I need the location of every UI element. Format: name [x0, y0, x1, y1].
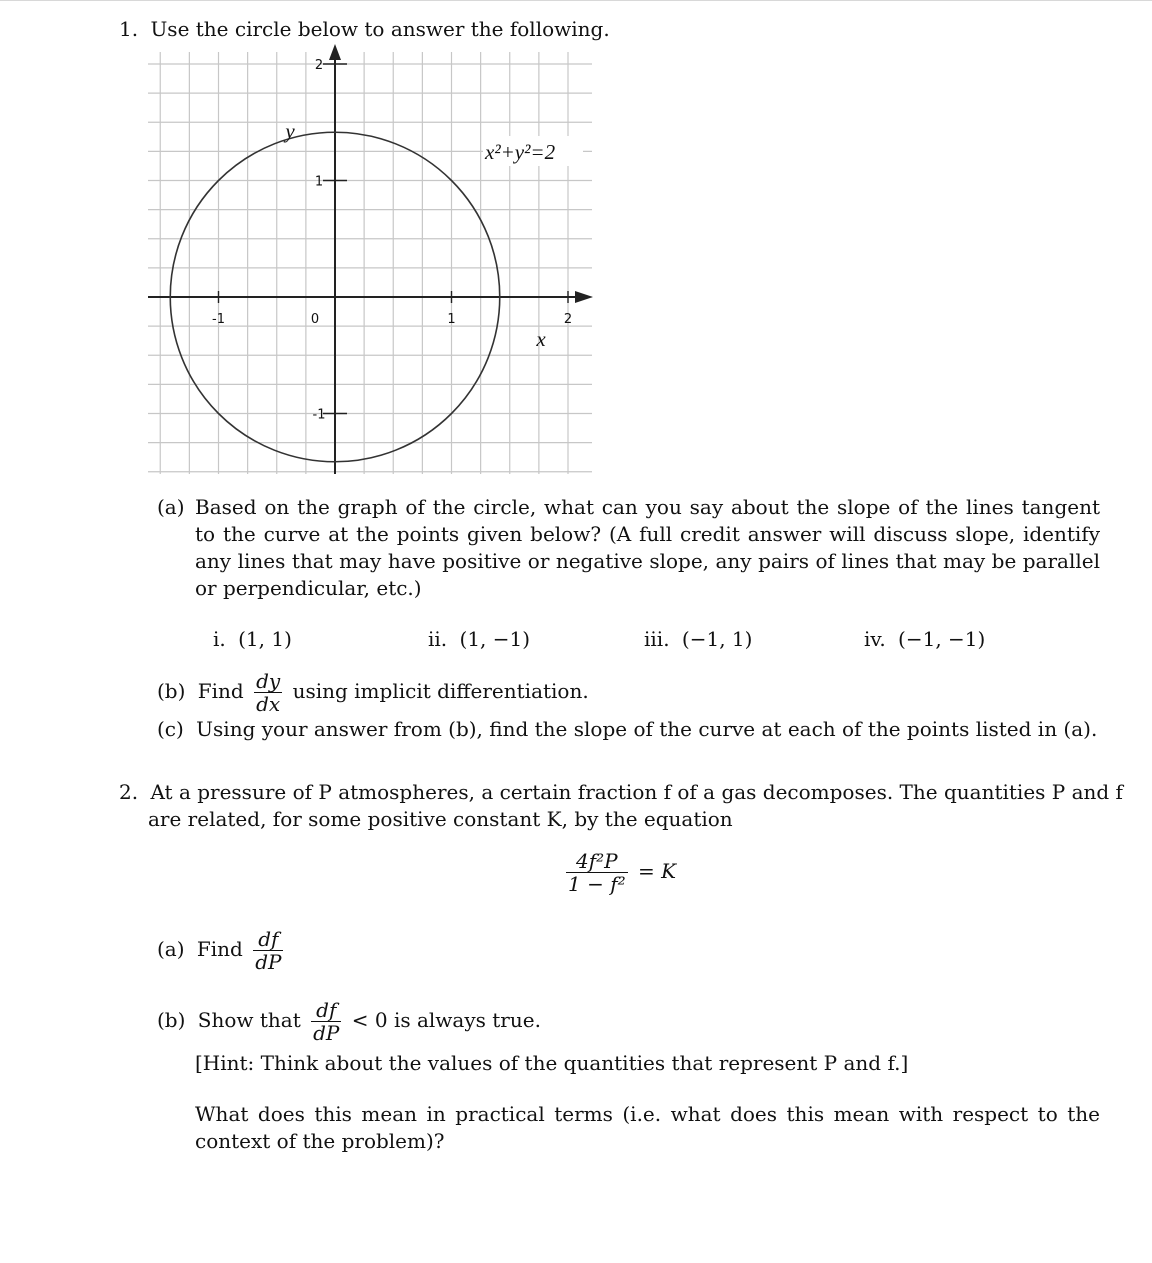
y-axis-arrow [329, 44, 341, 60]
point-3-label: iii. [644, 627, 670, 651]
question-2-line-2: are related, for some positive constant K, by the equation [148, 807, 733, 831]
q2b-label: (b) [157, 1008, 186, 1032]
fraction-denominator: dP [255, 950, 282, 974]
point-item-4 [864, 626, 985, 653]
equation-fraction [566, 850, 628, 895]
point-item-1 [213, 626, 292, 653]
fraction-numerator: df [316, 998, 337, 1022]
q1c-label: (c) [157, 717, 184, 741]
q2b-hint: [Hint: Think about the values of the quantities that represent P and f.] [195, 1051, 909, 1075]
question-2-number: 2. [119, 780, 139, 804]
q2a-label: (a) [157, 937, 185, 961]
dy-dx-fraction [254, 670, 282, 715]
circle-graph [0, 0, 600, 490]
question-1-text: Use the circle below to answer the following. [150, 17, 610, 41]
q2a-pre: Find [196, 937, 243, 961]
q2b-pre: Show that [197, 1008, 301, 1032]
q2b-post: < 0 is always true. [351, 1008, 541, 1032]
y-tick-label: 2 [314, 58, 324, 73]
point-item-2 [428, 626, 530, 653]
df-dp-fraction [311, 999, 341, 1044]
x-axis-arrow [575, 291, 593, 303]
point-1-label: i. [213, 627, 226, 651]
question-1-number: 1. [119, 17, 139, 41]
fraction-denominator: dx [254, 692, 282, 715]
df-dp-fraction [253, 928, 283, 973]
q1c-text: Using your answer from (b), find the slope of the curve at each of the points listed in (a). [196, 717, 1098, 741]
question-2-line-1: At a pressure of P atmospheres, a certain fraction f of a gas decomposes. The quantities P and f [150, 780, 1123, 804]
q1c [157, 716, 1097, 743]
q1b-post: using implicit differentiation. [292, 679, 589, 703]
point-3-value: (−1, 1) [681, 627, 753, 651]
equation-numerator: 4f²P [576, 849, 618, 873]
x-tick-label: 2 [563, 312, 573, 327]
q1a-label: (a) [157, 495, 185, 519]
point-4-value: (−1, −1) [898, 627, 986, 651]
x-tick-label: 0 [310, 312, 320, 327]
x-axis-label: x [536, 327, 546, 351]
point-2-label: ii. [428, 627, 448, 651]
equation-label: x²+y²=2 [485, 140, 556, 164]
point-2-value: (1, −1) [459, 627, 531, 651]
q1b [157, 670, 589, 715]
q2b-followup: What does this mean in practical terms (i.e. what does this mean with respect to the context of the problem)? [195, 1102, 1100, 1153]
equation-rhs: = K [637, 859, 677, 883]
y-tick-label: 1 [314, 174, 324, 190]
y-tick-label: -1 [312, 407, 326, 423]
q1b-label: (b) [157, 679, 186, 703]
x-tick-label: 1 [447, 312, 456, 327]
question-2 [119, 779, 1123, 806]
q2b [157, 999, 541, 1044]
y-axis-label: y [285, 119, 295, 143]
q1b-pre: Find [197, 679, 244, 703]
point-item-3 [644, 626, 752, 653]
equation-denominator: 1 − f² [568, 872, 626, 896]
point-1-value: (1, 1) [238, 627, 292, 651]
point-4-label: iv. [864, 627, 886, 651]
fraction-denominator: dP [313, 1021, 340, 1045]
x-tick-label: -1 [212, 312, 225, 327]
equation-display [566, 850, 676, 895]
fraction-numerator: dy [256, 669, 281, 693]
q2a [157, 928, 283, 973]
q1a-text: Based on the graph of the circle, what can you say about the slope of the lines tangent to the curve at the points given below? (A full credit answer will discuss slope, identify any lines that may have positive or negative slope, any pairs of lines that may be parallel or perpendicular, etc.) [195, 495, 1100, 600]
fraction-numerator: df [258, 927, 279, 951]
